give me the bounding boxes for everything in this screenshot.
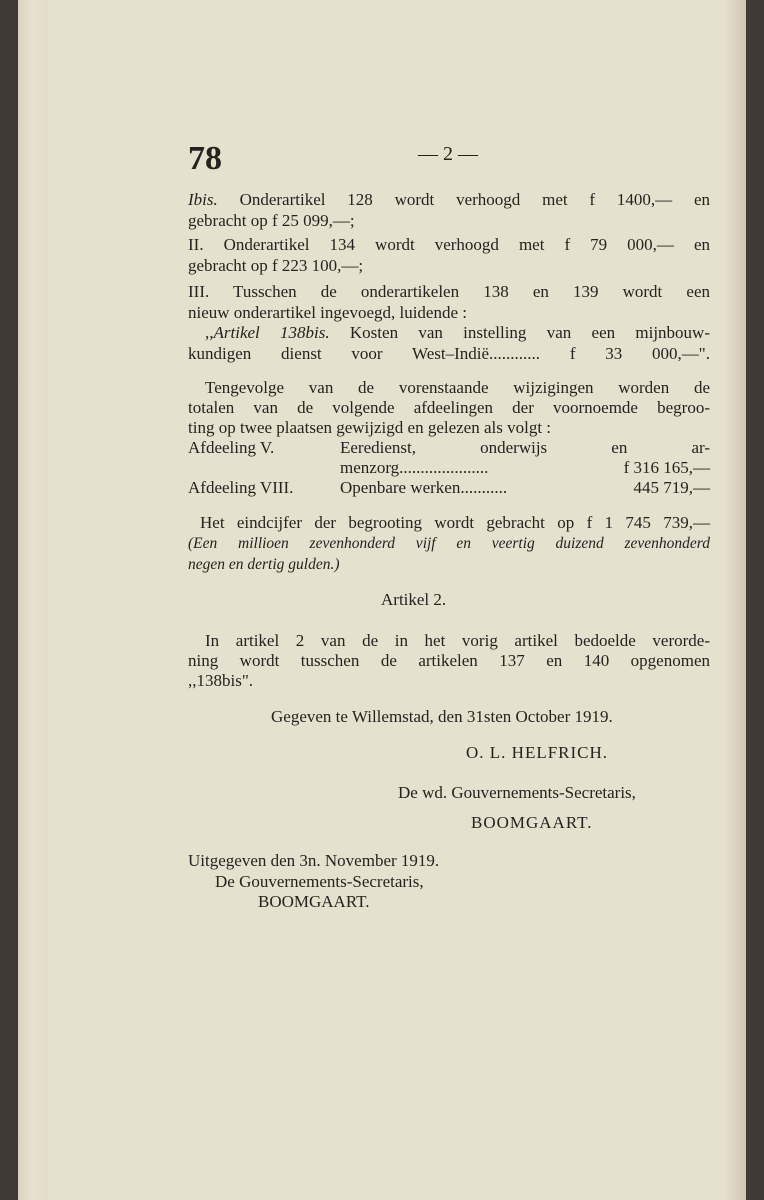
budget-row-1-label: Afdeeling V.: [188, 438, 275, 457]
total-line1: Het eindcijfer der begrooting wordt gebracht op f 1 745 739,—: [200, 513, 710, 532]
paragraph-tengevolge-line3: ting op twee plaatsen gewijzigd en gelezen als volgt :: [188, 418, 552, 437]
paragraph-iii-line1: III. Tusschen de onderartikelen 138 en 139 wordt een: [188, 282, 710, 301]
paragraph-tengevolge-line1: Tengevolge van de vorenstaande wijzigingen worden de: [205, 378, 710, 397]
paragraph-ibis-line1: [188, 190, 710, 211]
total-line2: (Een millioen zevenhonderd vijf en veertig duizend zevenhonderd: [188, 535, 710, 552]
article-2-line3: ,,138bis".: [188, 671, 254, 690]
budget-row-1-desc: Eeredienst, onderwijs en ar-: [340, 438, 710, 457]
page-edge-right: [726, 0, 746, 1200]
issued-line2: De Gouvernements-Secretaris,: [215, 872, 424, 891]
signature-governor: O. L. HELFRICH.: [466, 743, 609, 762]
ibis-text: Onderartikel 128 wordt verhoogd met f 1400,— en: [239, 190, 710, 209]
article-2-line2: ning wordt tusschen de artikelen 137 en 140 opgenomen: [188, 651, 710, 670]
article-2-heading: Artikel 2.: [381, 590, 447, 609]
quote-open: ,,: [205, 323, 214, 342]
section-number: — 2 —: [418, 143, 478, 165]
article-2-line1: In artikel 2 van de in het vorig artikel bedoelde verorde-: [205, 631, 710, 650]
article-138bis-text: Kosten van instelling van een mijnbouw-: [349, 323, 710, 342]
paragraph-ii-line1: II. Onderartikel 134 wordt verhoogd met f 79 000,— en: [188, 235, 710, 254]
paragraph-ibis-line2: gebracht op f 25 099,—;: [188, 211, 355, 230]
page-number: 78: [188, 140, 222, 177]
budget-row-2-label: Afdeeling VIII.: [188, 478, 294, 497]
paragraph-iii-line4: kundigen dienst voor West–Indië............ f 33 000,—".: [188, 344, 710, 363]
budget-row-2-value: 445 719,—: [633, 478, 710, 497]
paragraph-iii-line3: [205, 323, 710, 344]
issued-line1: Uitgegeven den 3n. November 1919.: [188, 851, 440, 870]
ibis-label: Ibis.: [188, 190, 218, 209]
paragraph-iii-line2: nieuw onderartikel ingevoegd, luidende :: [188, 303, 467, 322]
article-138bis-label: Artikel 138bis.: [213, 323, 330, 342]
budget-row-2-desc: Openbare werken...........: [340, 478, 508, 497]
budget-row-1-value: f 316 165,—: [623, 458, 710, 477]
total-line3: negen en dertig gulden.): [188, 556, 340, 573]
page-edge-left: [18, 0, 48, 1200]
signature-secretary-title: De wd. Gouvernements-Secretaris,: [398, 783, 636, 802]
issued-line3: BOOMGAART.: [258, 892, 370, 911]
budget-row-1-desc2: menzorg.....................: [340, 458, 489, 477]
signature-given: Gegeven te Willemstad, den 31sten October 1919.: [271, 707, 613, 726]
paragraph-ii-line2: gebracht op f 223 100,—;: [188, 256, 364, 275]
signature-secretary-name: BOOMGAART.: [471, 813, 593, 832]
paragraph-tengevolge-line2: totalen van de volgende afdeelingen der voornoemde begroo-: [188, 398, 710, 417]
